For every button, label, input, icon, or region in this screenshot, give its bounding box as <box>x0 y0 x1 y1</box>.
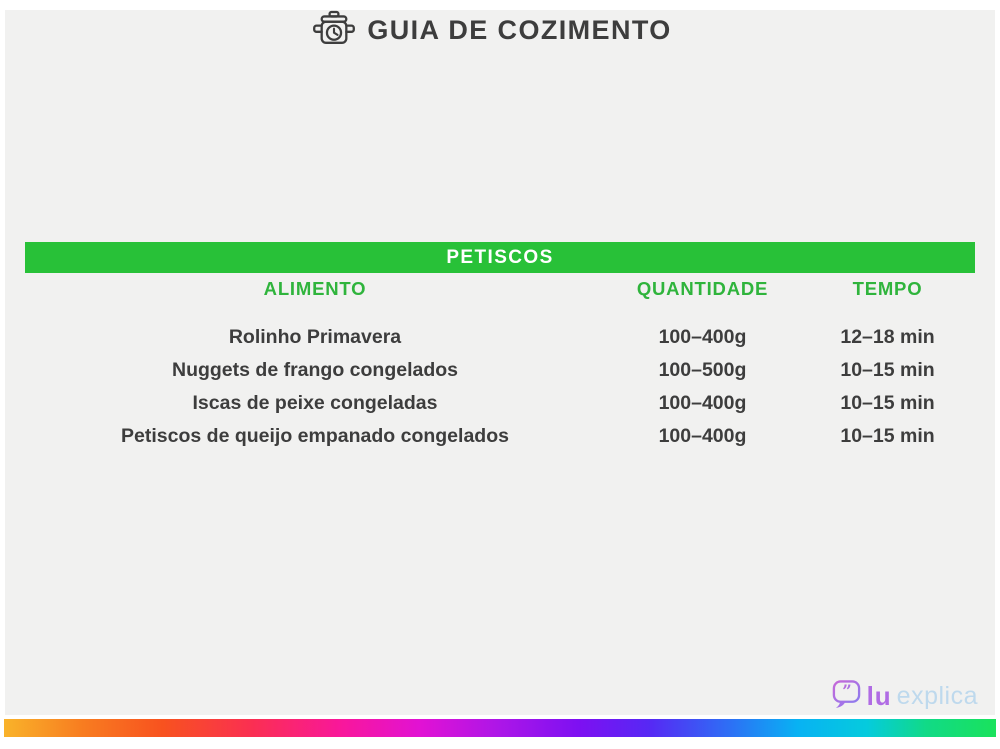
rainbow-footer-bar <box>4 719 996 737</box>
cell-tempo: 12–18 min <box>840 326 935 348</box>
cell-quantidade: 100–400g <box>658 425 747 447</box>
lu-explica-logo <box>831 680 978 713</box>
page-header <box>0 6 992 54</box>
table-body <box>25 321 975 453</box>
cell-quantidade: 100–400g <box>658 392 747 414</box>
column-header-quantidade: QUANTIDADE <box>636 278 769 299</box>
table-row <box>25 420 975 453</box>
column-header-tempo: TEMPO <box>852 278 923 299</box>
svg-text:”: ” <box>841 681 852 701</box>
column-header-alimento: ALIMENTO <box>263 278 367 299</box>
table-column-headers <box>25 276 975 302</box>
cell-alimento: Nuggets de frango congelados <box>171 359 459 381</box>
table-row <box>25 387 975 420</box>
cell-alimento: Petiscos de queijo empanado congelados <box>121 425 509 447</box>
cell-tempo: 10–15 min <box>840 392 935 414</box>
cell-tempo: 10–15 min <box>840 425 935 447</box>
table-row <box>25 354 975 387</box>
table-row <box>25 321 975 354</box>
speech-bubble-quotes-icon <box>831 678 862 716</box>
logo-text-lu: lu <box>866 681 892 711</box>
cell-tempo: 10–15 min <box>840 359 935 381</box>
cell-alimento: Rolinho Primavera <box>228 326 402 348</box>
pot-timer-icon <box>312 10 356 51</box>
section-banner-petiscos: PETISCOS <box>25 242 975 273</box>
cell-quantidade: 100–400g <box>658 326 747 348</box>
cell-alimento: Iscas de peixe congeladas <box>192 392 438 414</box>
logo-text-explica: explica <box>896 682 978 710</box>
page-title: GUIA DE COZIMENTO <box>367 14 672 45</box>
cell-quantidade: 100–500g <box>658 359 747 381</box>
